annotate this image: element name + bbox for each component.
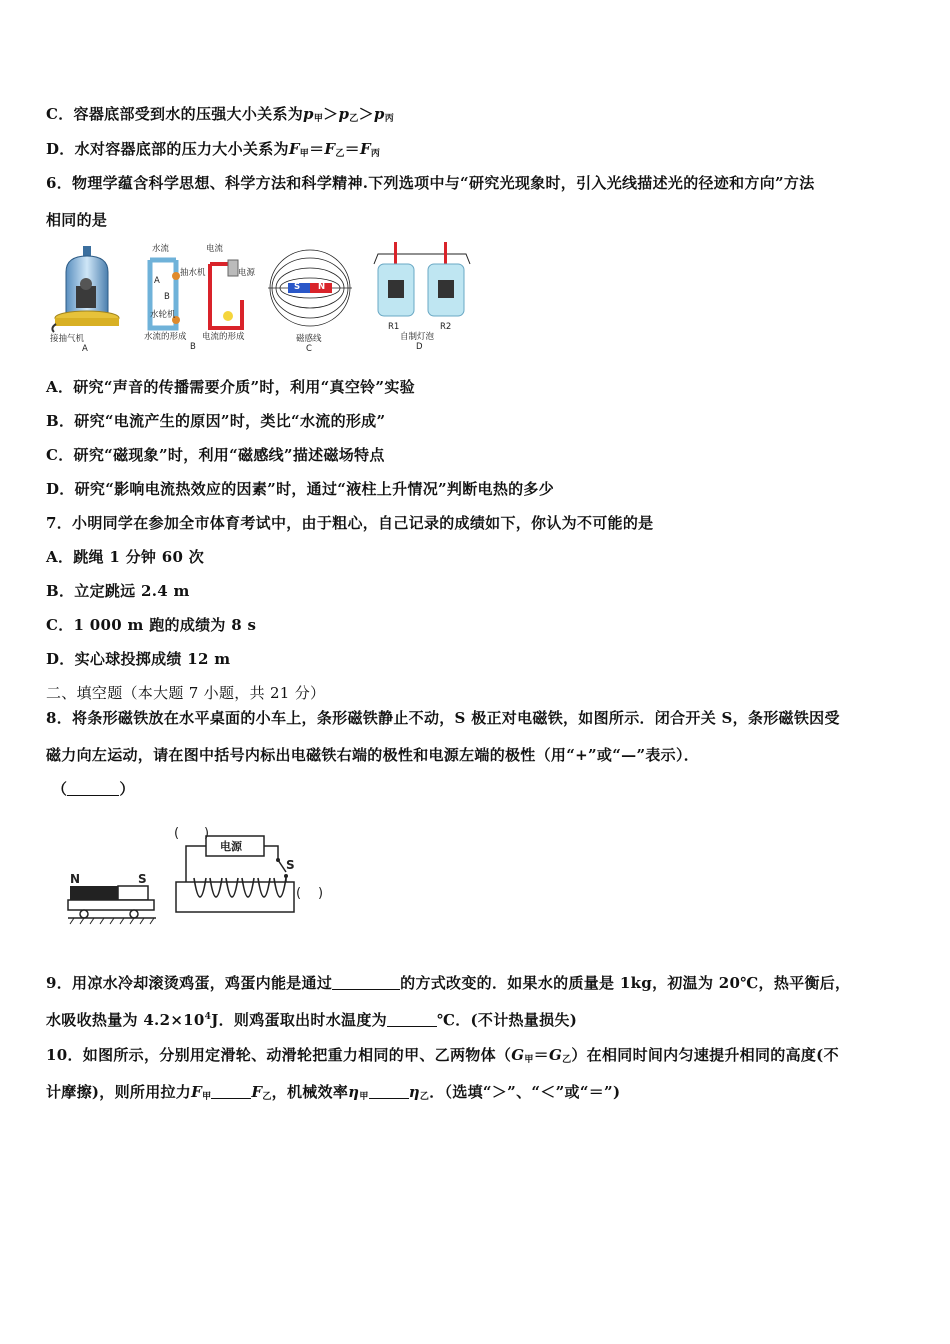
q5-option-d: D．水对容器底部的压力大小关系为$F_甲=F_乙=F_丙$ [46,140,381,159]
fig-d-caption: 自制灯泡 [400,332,435,342]
fig-b-turbine-label: 水轮机 [150,310,176,320]
q6-option-b: B．研究“电流产生的原因”时，类比“水流的形成” [46,412,386,430]
q5-option-c: C．容器底部受到水的压强大小关系为$p_甲>p_乙>p_丙$ [46,105,394,124]
q7-option-b: B．立定跳远 2.4 m [46,582,190,600]
flasks-illustration [370,240,474,322]
fig-switch-label: S [286,858,295,872]
analogy-illustration [142,250,262,340]
fig-magnet-bracket-right-close: ) [318,886,324,901]
fig-d-letter: D [416,342,423,352]
bell-jar-illustration [48,244,128,334]
fig-b-current-label: 电流 [206,244,224,254]
q6-option-a: A．研究“声音的传播需要介质”时，利用“真空铃”实验 [46,378,415,396]
q7-option-a: A．跳绳 1 分钟 60 次 [46,548,205,566]
fig-power-bracket-left-close: ) [204,826,210,841]
fig-b-caption-water: 水流的形成 [144,332,187,342]
fig-d-r2: R2 [440,322,452,332]
fig-b-power-label: 电源 [238,268,256,278]
fig-c-letter: C [306,344,312,354]
fig-c-south-pole: S [294,282,301,292]
fig-magnet-bracket-right-open[interactable]: ( [296,886,302,901]
q10-line2: 计摩擦)，则所用拉力$F_甲$ $F_乙$，机械效率$\eta_甲$ $\eta_乙$．（选填“＞”、“＜”或“＝”) [46,1083,621,1102]
q7-stem: 7．小明同学在参加全市体育考试中，由于粗心，自己记录的成绩如下，你认为不可能的是 [46,514,654,532]
fig-b-water-flow-label: 水流 [152,244,170,254]
section-2-title: 二、填空题（本大题 7 小题，共 21 分） [46,684,326,702]
q8-figure-electromagnet [64,826,334,930]
q6-stem-line1: 6．物理学蕴含科学思想、科学方法和科学精神.下列选项中与“研究光现象时，引入光线描述光的径迹和方向”方法 [46,174,815,192]
q6-stem-line2: 相同的是 [46,211,108,229]
q6-option-c: C．研究“磁现象”时，利用“磁感线”描述磁场特点 [46,446,385,464]
fig-power-source-label: 电源 [220,840,242,853]
q10-blank-2[interactable] [369,1084,409,1099]
fig-d-r1: R1 [388,322,400,332]
q9-blank-1[interactable] [332,975,400,990]
fig-magnet-south: S [138,872,147,886]
q10-line1: 10．如图所示，分别用定滑轮、动滑轮把重力相同的甲、乙两物体$(G_甲=G_乙)$在相同时间内匀速提升相同的高度(不 [46,1046,839,1065]
fig-c-caption: 磁感线 [296,334,322,344]
q10-blank-1[interactable] [211,1084,251,1099]
q6-figure-d-flasks [370,240,474,354]
q8-answer-blank: （ ） [52,780,135,798]
q8-stem-line2: 磁力向左运动，请在图中括号内标出电磁铁右端的极性和电源左端的极性（用“+”或“—”表示）． [46,746,700,764]
q6-figure-c-field-lines [266,246,354,354]
magnetic-field-illustration [266,246,354,330]
fig-b-letter: B [190,342,196,352]
fig-c-north-pole: N [318,282,326,292]
q9-line1: 9．用凉水冷却滚烫鸡蛋，鸡蛋内能是通过 的方式改变的．如果水的质量是 1kg，初温为 20℃，热平衡后， [46,974,851,992]
q7-option-c: C．1 000 m 跑的成绩为 8 s [46,616,257,634]
fig-b-point-b: B [164,292,170,302]
q8-stem-line1: 8．将条形磁铁放在水平桌面的小车上，条形磁铁静止不动，S 极正对电磁铁，如图所示．闭合开关 S，条形磁铁因受 [46,709,840,727]
q8-blank[interactable] [67,781,119,796]
fig-a-caption: 接抽气机 [50,334,85,344]
fig-power-bracket-left-open[interactable]: ( [174,826,180,841]
fig-b-caption-current: 电流的形成 [202,332,245,342]
q7-option-d: D．实心球投掷成绩 12 m [46,650,231,668]
fig-a-letter: A [82,344,88,354]
fig-b-pump-label: 抽水机 [180,268,206,278]
q6-option-d: D．研究“影响电流热效应的因素”时，通过“液柱上升情况”判断电热的多少 [46,480,555,498]
q9-line2: 水吸收热量为 $4.2\times 10^4J$．则鸡蛋取出时水温度为 ℃．(不计热量损失) [46,1011,578,1029]
fig-magnet-north: N [70,872,81,886]
fig-b-point-a: A [154,276,160,286]
q9-blank-2[interactable] [387,1012,437,1027]
electromagnet-illustration [64,826,334,930]
q6-figure-a-bell-jar [48,244,128,356]
q6-figure-b-analogy [142,242,262,354]
